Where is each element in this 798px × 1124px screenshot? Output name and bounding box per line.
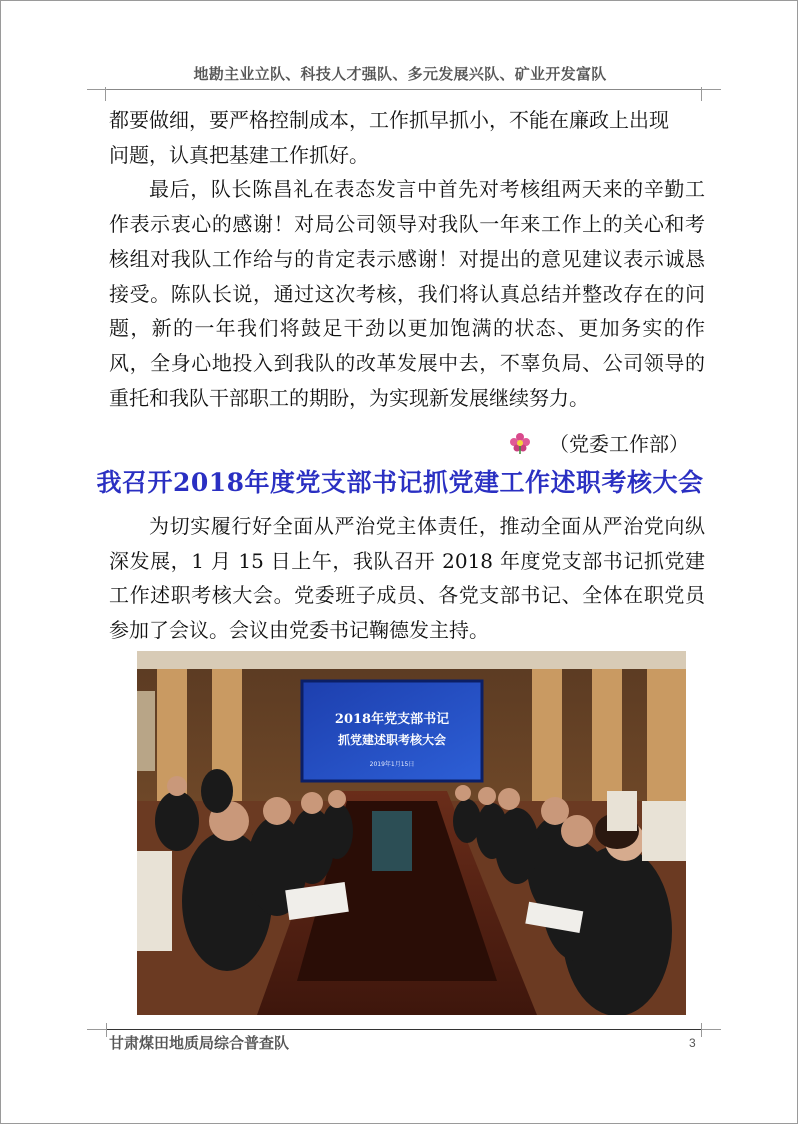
crop-mark <box>701 89 721 90</box>
article-title: 我召开2018年度党支部书记抓党建工作述职考核大会 <box>96 468 704 497</box>
flower-icon <box>509 432 531 454</box>
continuation-line: 问题，认真把基建工作抓好。 <box>109 142 369 167</box>
header-slogan: 地勘主业立队、科技人才强队、多元发展兴队、矿业开发富队 <box>193 65 607 83</box>
article-paragraph: 为切实履行好全面从严治党主体责任，推动全面从严治党向纵深发展，1 月 15 日上午，我队召开 2018 年度党支部书记抓党建工作述职考核大会。党委班子成员、各党支部书记、全体在职党员参加了会议。会议由党委书记鞠德发主持。 <box>109 514 705 643</box>
continuation-text <box>109 103 705 415</box>
crop-mark <box>701 1029 721 1030</box>
footer-rule <box>107 1029 701 1030</box>
crop-mark <box>87 89 107 90</box>
header-rule <box>107 89 701 90</box>
crop-mark <box>701 1023 702 1037</box>
screen-title-1: 2018年党支部书记 <box>334 712 450 727</box>
page-number: 3 <box>689 1036 696 1050</box>
crop-mark <box>87 1029 107 1030</box>
article-body <box>109 509 705 648</box>
crop-mark <box>106 1023 107 1037</box>
signature <box>509 429 689 459</box>
footer-org: 甘肃煤田地质局综合普查队 <box>109 1034 290 1052</box>
closing-paragraph: 最后，队长陈昌礼在表态发言中首先对考核组两天来的辛勤工作表示衷心的感谢！对局公司领导对我队一年来工作上的关心和考核组对我队工作给与的肯定表示感谢！对提出的意见建议表示诚恳接受。陈队长说，通过这次考核，我们将认真总结并整改存在的问题，新的一年我们将鼓足干劲以更加饱满的状态、更加务实的作风，全身心地投入到我队的改革发展中去，不辜负局、公司领导的重托和我队干部职工的期盼，为实现新发展继续努力。 <box>109 177 705 410</box>
screen-date: 2019年1月15日 <box>369 761 415 768</box>
screen-title-2: 抓党建述职考核大会 <box>337 733 447 747</box>
continuation-line: 都要做细，要严格控制成本，工作抓早抓小，不能在廉政上出现 <box>109 108 669 132</box>
meeting-photo <box>137 651 686 1015</box>
signature-dept: （党委工作部） <box>549 432 689 456</box>
